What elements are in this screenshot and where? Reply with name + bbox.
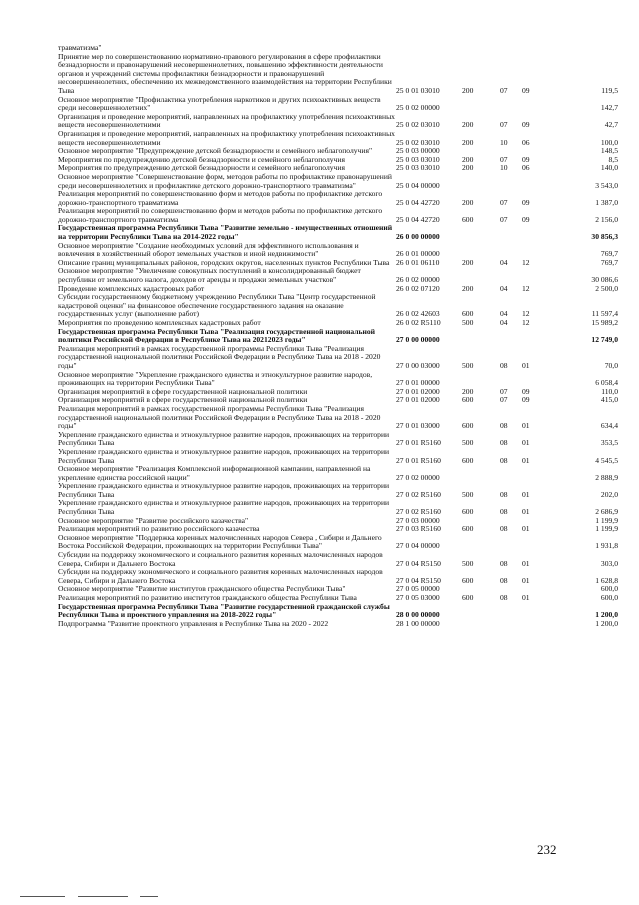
section-code — [500, 603, 522, 620]
subsection-code: 01 — [522, 421, 530, 431]
budget-item-name: Основное мероприятие "Развитие российского казачества" — [58, 515, 249, 525]
budget-item-name: Реализация мероприятий в рамках государственной программы Республики Тыва "Реализация государственной национальной политики Российской Федерации в Республике Тыва на 2018 - 2020 годы" — [58, 403, 381, 431]
section-code — [500, 267, 522, 284]
amount: 2 888,9 — [595, 472, 618, 482]
expense-type-code: 200 — [462, 386, 474, 396]
amount: 142,7 — [600, 103, 618, 113]
target-article-code: 27 0 00 00000 — [396, 335, 440, 345]
amount: 600,0 — [600, 584, 618, 594]
section-code — [500, 173, 522, 190]
target-article-code: 27 0 04 00000 — [396, 541, 440, 551]
budget-item-name: Организация мероприятий в сфере государственной национальной политики — [58, 395, 308, 405]
expense-type-code: 200 — [462, 197, 474, 207]
amount: 12 749,0 — [591, 335, 618, 345]
expense-type-code: 200 — [462, 163, 474, 173]
target-article-code: 28 1 00 00000 — [396, 618, 440, 628]
table-row — [58, 224, 618, 241]
table-row — [58, 328, 618, 345]
table-row — [58, 499, 618, 516]
section-code — [500, 44, 522, 53]
section-code: 07 — [500, 386, 508, 396]
subsection-code — [522, 465, 562, 482]
subsection-code: 01 — [522, 360, 530, 370]
target-article-code: 25 0 03 03010 — [396, 163, 440, 173]
expense-type-code: 600 — [462, 575, 474, 585]
section-code: 08 — [500, 593, 508, 602]
expense-type-code: 200 — [462, 283, 474, 293]
subsection-code: 01 — [522, 558, 530, 568]
subsection-code — [522, 603, 562, 620]
section-code — [500, 371, 522, 388]
budget-item-name: Основное мероприятие "Профилактика употребления наркотиков и других психоактивных веществ среди несовершеннолетних" — [58, 94, 381, 113]
amount — [562, 44, 618, 53]
budget-item-name: Реализация мероприятий в рамках государственной программы Республики Тыва "Реализация государственной национальной политики Российской Федерации в Республике Тыва на 2018 - 2020 годы" — [58, 343, 381, 370]
table-row — [58, 53, 618, 96]
target-article-code: 25 0 03 03010 — [396, 154, 440, 164]
table-row — [58, 173, 618, 190]
table-row — [58, 465, 618, 482]
target-article-code: 25 0 03 00000 — [396, 146, 440, 156]
amount: 3 543,0 — [595, 180, 618, 190]
table-row — [58, 371, 618, 388]
expense-type-code: 600 — [462, 214, 474, 224]
expense-type-code: 500 — [462, 318, 474, 327]
expense-type-code — [462, 267, 500, 284]
budget-item-name: Укрепление гражданского единства и этнокультурное развитие народов, проживающих на территории Республики Тыва — [58, 481, 390, 499]
target-article-code: 27 0 01 02000 — [396, 386, 440, 396]
subsection-code — [522, 242, 562, 259]
section-code: 07 — [500, 197, 508, 207]
table-row — [58, 448, 618, 465]
subsection-code: 01 — [522, 489, 530, 499]
expense-type-code — [462, 465, 500, 482]
budget-item-name: Описание границ муниципальных районов, городских округов, населенных пунктов Республики Тыва — [58, 257, 390, 267]
section-code: 08 — [500, 438, 508, 448]
subsection-code — [522, 96, 562, 113]
amount: 353,5 — [600, 438, 618, 448]
target-article-code: 28 0 00 00000 — [396, 610, 440, 620]
section-code — [500, 465, 522, 482]
target-article-code: 27 0 00 03000 — [396, 360, 440, 370]
amount: 600,0 — [600, 593, 618, 602]
subsection-code: 09 — [522, 197, 530, 207]
amount: 6 058,4 — [595, 378, 618, 388]
section-code: 10 — [500, 137, 508, 147]
amount: 1 200,0 — [595, 610, 618, 620]
expense-type-code — [462, 534, 500, 551]
budget-item-name: Мероприятия по предупреждению детской безнадзорности и семейного неблагополучия — [58, 163, 345, 173]
subsection-code: 09 — [522, 214, 530, 224]
budget-item-name: Укрепление гражданского единства и этнокультурное развитие народов, проживающих на территории Республики Тыва — [58, 498, 390, 517]
budget-item-name: Организация и проведение мероприятий, направленных на профилактику употребления психоактивных веществ несовершеннолетними — [58, 111, 395, 130]
amount: 30 086,6 — [591, 275, 618, 285]
target-article-code: 25 0 04 42720 — [396, 197, 440, 207]
target-article-code: 27 0 02 R5160 — [396, 489, 441, 499]
section-code: 07 — [500, 154, 508, 164]
target-article-code: 25 0 02 03010 — [396, 137, 440, 147]
budget-item-name: Организация мероприятий в сфере государственной национальной политики — [58, 386, 308, 396]
section-code: 08 — [500, 489, 508, 499]
table-row — [58, 113, 618, 130]
table-row — [58, 293, 618, 319]
budget-item-name: Укрепление гражданского единства и этнокультурное развитие народов, проживающих на территории Республики Тыва — [58, 446, 390, 465]
target-article-code: 26 0 00 00000 — [396, 232, 440, 242]
subsection-code: 09 — [522, 386, 530, 396]
target-article-code: 27 0 05 03000 — [396, 593, 440, 602]
table-row — [58, 130, 618, 147]
expense-type-code: 600 — [462, 507, 474, 517]
target-article-code: 27 0 04 R5150 — [396, 575, 441, 585]
budget-item-name: Организация и проведение мероприятий, направленных на профилактику употребления психоактивных веществ несовершеннолетними — [58, 128, 395, 147]
budget-item-name: Основное мероприятие "Предупреждение детской безнадзорности и семейного неблагополучия" — [58, 146, 373, 156]
amount: 1 199,9 — [595, 524, 618, 534]
amount: 1 628,8 — [595, 575, 618, 585]
budget-item-name: Реализация мероприятий по развитию институтов гражданского общества Республики Тыва — [58, 593, 357, 602]
target-article-code: 27 0 04 R5150 — [396, 558, 441, 568]
budget-item-name: Государственная программа Республики Тыва "Развитие государственной гражданской службы Республики Тыва и проектного управления на 2018-2022 годы" — [58, 601, 390, 620]
subsection-code — [522, 267, 562, 284]
section-code: 07 — [500, 214, 508, 224]
subsection-code: 09 — [522, 85, 530, 95]
target-article-code: 26 0 02 07120 — [396, 283, 440, 293]
section-code: 08 — [500, 455, 508, 465]
amount: 140,0 — [600, 163, 618, 173]
target-article-code: 27 0 05 00000 — [396, 584, 440, 594]
expense-type-code: 200 — [462, 120, 474, 130]
table-row — [58, 482, 618, 499]
budget-item-name: Государственная программа Республики Тыва "Реализация государственной национальной политики Российской Федерации в Республике Тыва на 20212023 годы" — [58, 326, 376, 345]
budget-item-name: Укрепление гражданского единства и этнокультурное развитие народов, проживающих на территории Республики Тыва — [58, 429, 390, 448]
subsection-code: 09 — [522, 154, 530, 164]
target-article-code — [396, 44, 462, 53]
amount: 769,7 — [600, 249, 618, 259]
budget-item-name: Мероприятия по предупреждению детской безнадзорности и семейного неблагополучия — [58, 154, 345, 164]
expense-type-code: 600 — [462, 395, 474, 405]
amount: 42,7 — [604, 120, 618, 130]
amount: 110,0 — [601, 386, 618, 396]
budget-item-name: Государственная программа Республики Тыва "Развитие земельно - имущественных отношений на территории Республики Тыва на 2014-2022 годы" — [58, 223, 393, 242]
section-code: 08 — [500, 558, 508, 568]
budget-item-name: Основное мероприятие "Реализация Комплексной информационной кампании, направленной на укрепление единства российской нации" — [58, 464, 371, 482]
expense-type-code — [462, 603, 500, 620]
expense-type-code — [462, 371, 500, 388]
table-row — [58, 207, 618, 224]
amount: 1 200,0 — [595, 618, 618, 628]
section-code: 07 — [500, 395, 508, 405]
budget-item-name: Подпрограмма "Развитие проектного управления в Республике Тыва на 2020 - 2022 — [58, 618, 329, 628]
target-article-code: 25 0 04 42720 — [396, 214, 440, 224]
budget-item-name: Основное мероприятие "Создание необходимых условий для эффективного использования и вовлечения в хозяйственный оборот земельных участков и иной недвижимости" — [58, 240, 359, 259]
amount: 769,7 — [600, 257, 618, 267]
section-code — [500, 224, 522, 241]
scan-edge-mark — [140, 896, 158, 897]
subsection-code — [522, 371, 562, 388]
subsection-code — [522, 328, 562, 345]
budget-item-name: Мероприятия по проведению комплексных кадастровых работ — [58, 318, 261, 327]
section-code: 08 — [500, 575, 508, 585]
amount: 148,5 — [600, 146, 618, 156]
budget-item-name: Основное мероприятие "Увеличение совокупных поступлений в консолидированный бюджет республики от земельного налога, доходов от аренды и продажи земельных участков" — [58, 266, 361, 285]
amount: 2 500,0 — [595, 283, 618, 293]
table-row — [58, 242, 618, 259]
scan-edge-mark — [78, 896, 128, 897]
budget-table — [58, 44, 618, 628]
subsection-code: 12 — [522, 309, 530, 319]
expense-type-code — [462, 242, 500, 259]
expense-type-code — [462, 224, 500, 241]
expense-type-code: 600 — [462, 309, 474, 319]
section-code: 04 — [500, 257, 508, 267]
target-article-code: 25 0 04 00000 — [396, 180, 440, 190]
table-row — [58, 534, 618, 551]
table-row — [58, 551, 618, 568]
budget-item-name: Основное мероприятие "Укрепление гражданского единства и этнокультурное развитие народов, проживающих на территории Республики Тыва" — [58, 369, 373, 388]
budget-item-name: травматизма" — [58, 43, 102, 52]
section-code — [500, 328, 522, 345]
page-number: 232 — [537, 842, 557, 857]
section-code: 04 — [500, 318, 508, 327]
expense-type-code — [462, 620, 500, 629]
budget-item-name: Реализация мероприятий по совершенствованию форм и методов работы по профилактике детского дорожно-транспортного травматизма — [58, 206, 383, 224]
target-article-code: 27 0 03 R5160 — [396, 524, 441, 534]
target-article-code: 27 0 01 00000 — [396, 378, 440, 388]
target-article-code: 26 0 01 00000 — [396, 249, 440, 259]
expense-type-code: 200 — [462, 154, 474, 164]
subsection-code: 01 — [522, 507, 530, 517]
section-code: 08 — [500, 421, 508, 431]
subsection-code: 12 — [522, 283, 530, 293]
expense-type-code: 600 — [462, 421, 474, 431]
target-article-code: 27 0 01 R5160 — [396, 455, 441, 465]
table-row — [58, 345, 618, 371]
amount: 15 989,2 — [591, 318, 618, 327]
budget-item-name: Субсидии на поддержку экономического и социального развития коренных малочисленных народов Севера, Сибири и Дальнего Востока — [58, 550, 383, 568]
budget-item-name: Реализация мероприятий по развитию российского казачества — [58, 524, 260, 534]
subsection-code: 09 — [522, 120, 530, 130]
expense-type-code — [462, 96, 500, 113]
expense-type-code: 600 — [462, 524, 474, 534]
table-row — [58, 568, 618, 585]
subsection-code: 01 — [522, 593, 530, 602]
table-row — [58, 190, 618, 207]
target-article-code: 27 0 02 R5160 — [396, 507, 441, 517]
amount: 70,0 — [604, 360, 618, 370]
target-article-code: 27 0 03 00000 — [396, 515, 440, 525]
target-article-code: 25 0 02 00000 — [396, 103, 440, 113]
section-code: 04 — [500, 283, 508, 293]
expense-type-code: 500 — [462, 438, 474, 448]
budget-page — [58, 44, 618, 628]
subsection-code: 06 — [522, 163, 530, 173]
section-code: 08 — [500, 524, 508, 534]
subsection-code: 12 — [522, 318, 530, 327]
amount: 30 856,3 — [591, 232, 618, 242]
subsection-code: 01 — [522, 575, 530, 585]
budget-item-name: Основное мероприятие "Развитие институтов гражданского общества Республики Тыва" — [58, 584, 346, 594]
budget-item-name: Основное мероприятие "Поддержка коренных малочисленных народов Севера , Сибири и Дальнего Востока Российской Федерации, проживающих на территории Республики Тыва" — [58, 532, 382, 551]
budget-item-name: Субсидии на поддержку экономического и социального развития коренных малочисленных народов Севера, Сибири и Дальнего Востока — [58, 567, 383, 585]
target-article-code: 27 0 01 02000 — [396, 395, 440, 405]
subsection-code: 09 — [522, 395, 530, 405]
amount: 2 156,0 — [595, 214, 618, 224]
budget-table-body — [58, 44, 618, 628]
section-code: 08 — [500, 507, 508, 517]
subsection-code: 01 — [522, 524, 530, 534]
target-article-code: 26 0 02 00000 — [396, 275, 440, 285]
expense-type-code: 200 — [462, 137, 474, 147]
target-article-code: 26 0 01 06110 — [396, 257, 440, 267]
expense-type-code: 200 — [462, 85, 474, 95]
amount: 202,0 — [600, 489, 618, 499]
expense-type-code — [462, 173, 500, 190]
amount: 2 686,9 — [595, 507, 618, 517]
target-article-code: 26 0 02 42603 — [396, 309, 440, 319]
section-code: 07 — [500, 120, 508, 130]
budget-item-name: Принятие мер по совершенствованию нормативно-правового регулирования в сфере профилактики безнадзорности и правонарушений несовершеннолетних, повышению эффективности деятельности органов и учреждений системы профилактики безнадзорности и правонарушений несовершеннолетних, обеспечению их межведомственного взаимодействия на территории Республики Тыва — [58, 51, 392, 95]
table-row — [58, 603, 618, 620]
target-article-code: 27 0 01 03000 — [396, 421, 440, 431]
budget-item-name: Проведение комплексных кадастровых работ — [58, 283, 205, 293]
budget-item-name: Субсидии государственному бюджетному учреждению Республики Тыва "Центр государственной кадастровой оценки" на финансовое обеспечение государственного задания на оказание государственных услуг (выполнение работ) — [58, 292, 376, 319]
amount: 415,0 — [600, 395, 618, 405]
subsection-code: 06 — [522, 137, 530, 147]
expense-type-code: 500 — [462, 558, 474, 568]
target-article-code: 26 0 02 R5110 — [396, 318, 441, 327]
target-article-code: 27 0 01 R5160 — [396, 438, 441, 448]
section-code: 07 — [500, 85, 508, 95]
subsection-code: 12 — [522, 257, 530, 267]
amount: 100,0 — [600, 137, 618, 147]
scan-edge-mark — [20, 896, 65, 897]
expense-type-code: 200 — [462, 257, 474, 267]
amount: 119,5 — [601, 85, 618, 95]
subsection-code — [522, 534, 562, 551]
table-row — [58, 620, 618, 629]
amount: 11 597,4 — [591, 309, 618, 319]
subsection-code — [522, 620, 562, 629]
amount: 1 199,9 — [595, 515, 618, 525]
table-row — [58, 267, 618, 284]
amount: 4 545,5 — [595, 455, 618, 465]
section-code: 04 — [500, 309, 508, 319]
budget-item-name: Основное мероприятие "Совершенствование форм, методов работы по профилактике правонарушений среди несовершеннолетних и профилактике детского дорожно-транспортного травматизма" — [58, 171, 392, 190]
amount: 634,4 — [600, 421, 618, 431]
section-code — [500, 620, 522, 629]
section-code: 10 — [500, 163, 508, 173]
target-article-code: 25 0 02 03010 — [396, 120, 440, 130]
amount: 1 931,8 — [595, 541, 618, 551]
expense-type-code: 600 — [462, 593, 474, 602]
expense-type-code — [462, 44, 500, 53]
amount: 1 387,0 — [595, 197, 618, 207]
expense-type-code — [462, 328, 500, 345]
target-article-code: 25 0 01 03010 — [396, 85, 440, 95]
target-article-code: 27 0 02 00000 — [396, 472, 440, 482]
section-code — [500, 96, 522, 113]
expense-type-code: 600 — [462, 455, 474, 465]
expense-type-code: 500 — [462, 360, 474, 370]
budget-item-name: Реализация мероприятий по совершенствованию форм и методов работы по профилактике детского дорожно-транспортного травматизма — [58, 189, 383, 207]
section-code — [500, 534, 522, 551]
table-row — [58, 431, 618, 448]
section-code — [500, 242, 522, 259]
subsection-code — [522, 224, 562, 241]
table-row — [58, 96, 618, 113]
amount: 8,5 — [608, 154, 618, 164]
expense-type-code: 500 — [462, 489, 474, 499]
section-code: 08 — [500, 360, 508, 370]
subsection-code: 01 — [522, 455, 530, 465]
amount: 303,0 — [600, 558, 618, 568]
subsection-code: 01 — [522, 438, 530, 448]
subsection-code — [522, 173, 562, 190]
table-row — [58, 405, 618, 431]
subsection-code — [522, 44, 562, 53]
